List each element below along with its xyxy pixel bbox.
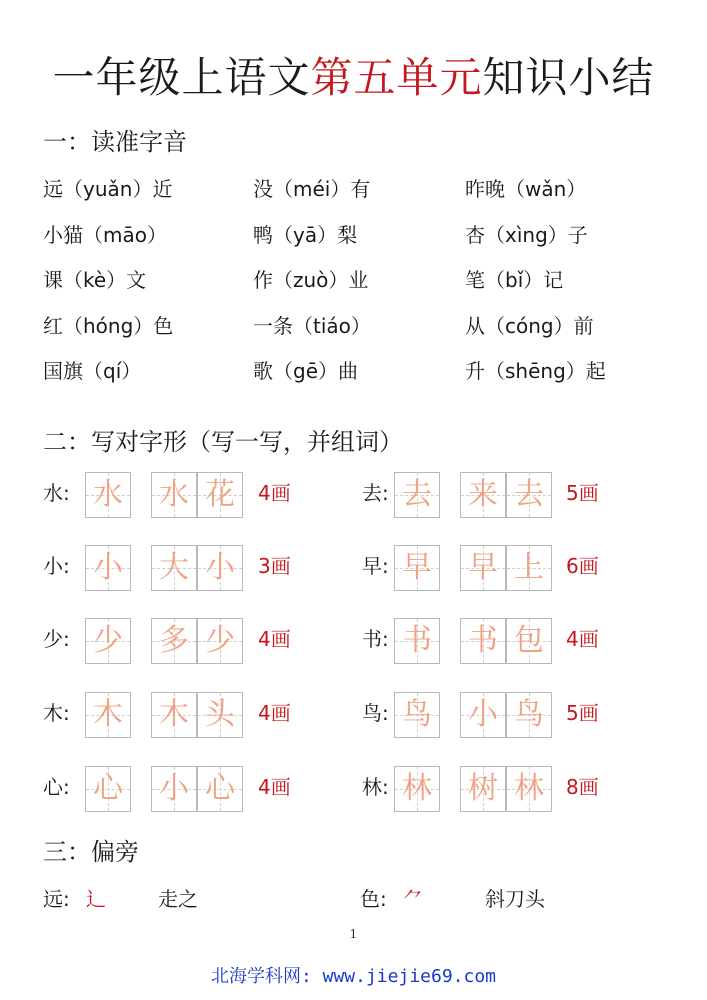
stroke-count: 3画	[258, 554, 291, 578]
tian-grid-box[interactable]	[151, 766, 197, 812]
section2-heading: 二：写对字形（写一写，并组词）	[43, 428, 403, 456]
trace-character: 小	[93, 550, 123, 585]
tian-grid-box[interactable]	[85, 692, 131, 738]
char-label: 林:	[362, 775, 389, 799]
radical-label: 色:	[360, 887, 387, 911]
char-label: 水:	[43, 481, 70, 505]
trace-character: 林	[514, 771, 544, 806]
radical-name: 走之	[158, 887, 198, 911]
stroke-count: 4画	[566, 627, 599, 651]
trace-character: 上	[514, 550, 544, 585]
trace-character: 小	[205, 550, 235, 585]
tian-grid-box[interactable]	[151, 472, 197, 518]
tian-grid-box[interactable]	[460, 545, 506, 591]
page-number: 1	[349, 927, 358, 941]
tian-grid-box[interactable]	[394, 618, 440, 664]
title-part1: 一年级上语文	[52, 53, 311, 102]
tian-grid-box[interactable]	[394, 472, 440, 518]
trace-character: 水	[159, 477, 189, 512]
pinyin-item: 杏（xìng）子	[465, 222, 588, 247]
tian-grid-box[interactable]	[394, 692, 440, 738]
tian-grid-box[interactable]	[197, 766, 243, 812]
pinyin-item: 鸭（yā）梨	[253, 222, 358, 247]
trace-character: 少	[93, 623, 123, 658]
trace-character: 水	[93, 477, 123, 512]
trace-character: 来	[468, 477, 498, 512]
pinyin-grid	[43, 170, 683, 398]
pinyin-row	[43, 352, 683, 398]
trace-character: 木	[93, 697, 123, 732]
tian-grid-box[interactable]	[197, 472, 243, 518]
radical-symbol: 辶	[86, 887, 106, 911]
trace-character: 早	[402, 550, 432, 585]
char-label: 木:	[43, 701, 70, 725]
pinyin-item: 笔（bǐ）记	[465, 268, 564, 292]
tian-grid-box[interactable]	[460, 766, 506, 812]
pinyin-item: 歌（gē）曲	[253, 359, 358, 383]
trace-character: 心	[205, 771, 235, 806]
stroke-count: 4画	[258, 481, 291, 505]
radical-label: 远:	[43, 887, 70, 911]
tian-grid-box[interactable]	[85, 472, 131, 518]
pinyin-item: 红（hóng）色	[43, 313, 174, 338]
stroke-count: 4画	[258, 775, 291, 799]
pinyin-row	[43, 261, 683, 307]
char-label: 书:	[362, 627, 389, 651]
stroke-count: 4画	[258, 627, 291, 651]
tian-grid-box[interactable]	[394, 766, 440, 812]
trace-character: 鸟	[514, 697, 544, 732]
section1-heading: 一：读准字音	[43, 128, 187, 156]
trace-character: 书	[468, 623, 498, 658]
tian-grid-box[interactable]	[151, 692, 197, 738]
stroke-count: 8画	[566, 775, 599, 799]
tian-grid-box[interactable]	[85, 545, 131, 591]
pinyin-item: 升（shēng）起	[465, 359, 606, 383]
pinyin-item: 作（zuò）业	[253, 268, 369, 292]
trace-character: 书	[402, 623, 432, 658]
tian-grid-box[interactable]	[85, 766, 131, 812]
pinyin-row	[43, 216, 683, 262]
tian-grid-box[interactable]	[197, 692, 243, 738]
tian-grid-box[interactable]	[197, 545, 243, 591]
pinyin-item: 没（méi）有	[253, 177, 371, 201]
trace-character: 去	[402, 477, 432, 512]
tian-grid-box[interactable]	[460, 618, 506, 664]
pinyin-item: 从（cóng）前	[465, 313, 594, 338]
trace-character: 小	[159, 771, 189, 806]
footer-link[interactable]: 北海学科网: www.jiejie69.com	[210, 966, 497, 987]
trace-character: 多	[159, 623, 189, 658]
pinyin-item: 远（yuǎn）近	[43, 177, 173, 201]
tian-grid-box[interactable]	[460, 472, 506, 518]
char-label: 去:	[362, 481, 389, 505]
tian-grid-box[interactable]	[151, 545, 197, 591]
trace-character: 包	[514, 623, 544, 658]
trace-character: 花	[205, 477, 235, 512]
pinyin-row	[43, 307, 683, 353]
radical-name: 斜刀头	[485, 887, 545, 911]
trace-character: 少	[205, 623, 235, 658]
tian-grid-box[interactable]	[506, 472, 552, 518]
trace-character: 木	[159, 697, 189, 732]
char-label: 早:	[362, 554, 389, 578]
stroke-count: 4画	[258, 701, 291, 725]
title-highlight: 第五单元	[310, 53, 483, 102]
char-label: 少:	[43, 627, 70, 651]
title-part2: 知识小结	[482, 53, 655, 102]
pinyin-item: 一条（tiáo）	[253, 313, 371, 338]
trace-character: 鸟	[402, 697, 432, 732]
trace-character: 小	[468, 697, 498, 732]
tian-grid-box[interactable]	[85, 618, 131, 664]
stroke-count: 6画	[566, 554, 599, 578]
tian-grid-box[interactable]	[460, 692, 506, 738]
char-label: 鸟:	[362, 701, 389, 725]
trace-character: 头	[205, 697, 235, 732]
page-title	[0, 50, 707, 106]
tian-grid-box[interactable]	[506, 618, 552, 664]
tian-grid-box[interactable]	[506, 766, 552, 812]
char-label: 心:	[43, 775, 70, 799]
tian-grid-box[interactable]	[151, 618, 197, 664]
pinyin-item: 昨晚（wǎn）	[465, 177, 587, 201]
tian-grid-box[interactable]	[394, 545, 440, 591]
tian-grid-box[interactable]	[197, 618, 243, 664]
stroke-count: 5画	[566, 481, 599, 505]
trace-character: 心	[93, 771, 123, 806]
tian-grid-box[interactable]	[506, 545, 552, 591]
radical-symbol: ⺈	[403, 887, 423, 911]
trace-character: 林	[402, 771, 432, 806]
trace-character: 早	[468, 550, 498, 585]
pinyin-row	[43, 170, 683, 216]
pinyin-item: 国旗（qí）	[43, 359, 142, 383]
trace-character: 大	[159, 550, 189, 585]
pinyin-item: 课（kè）文	[43, 268, 147, 292]
tian-grid-box[interactable]	[506, 692, 552, 738]
stroke-count: 5画	[566, 701, 599, 725]
char-label: 小:	[43, 554, 70, 578]
pinyin-item: 小猫（māo）	[43, 222, 167, 247]
section3-heading: 三：偏旁	[43, 838, 139, 866]
trace-character: 树	[468, 771, 498, 806]
trace-character: 去	[514, 477, 544, 512]
